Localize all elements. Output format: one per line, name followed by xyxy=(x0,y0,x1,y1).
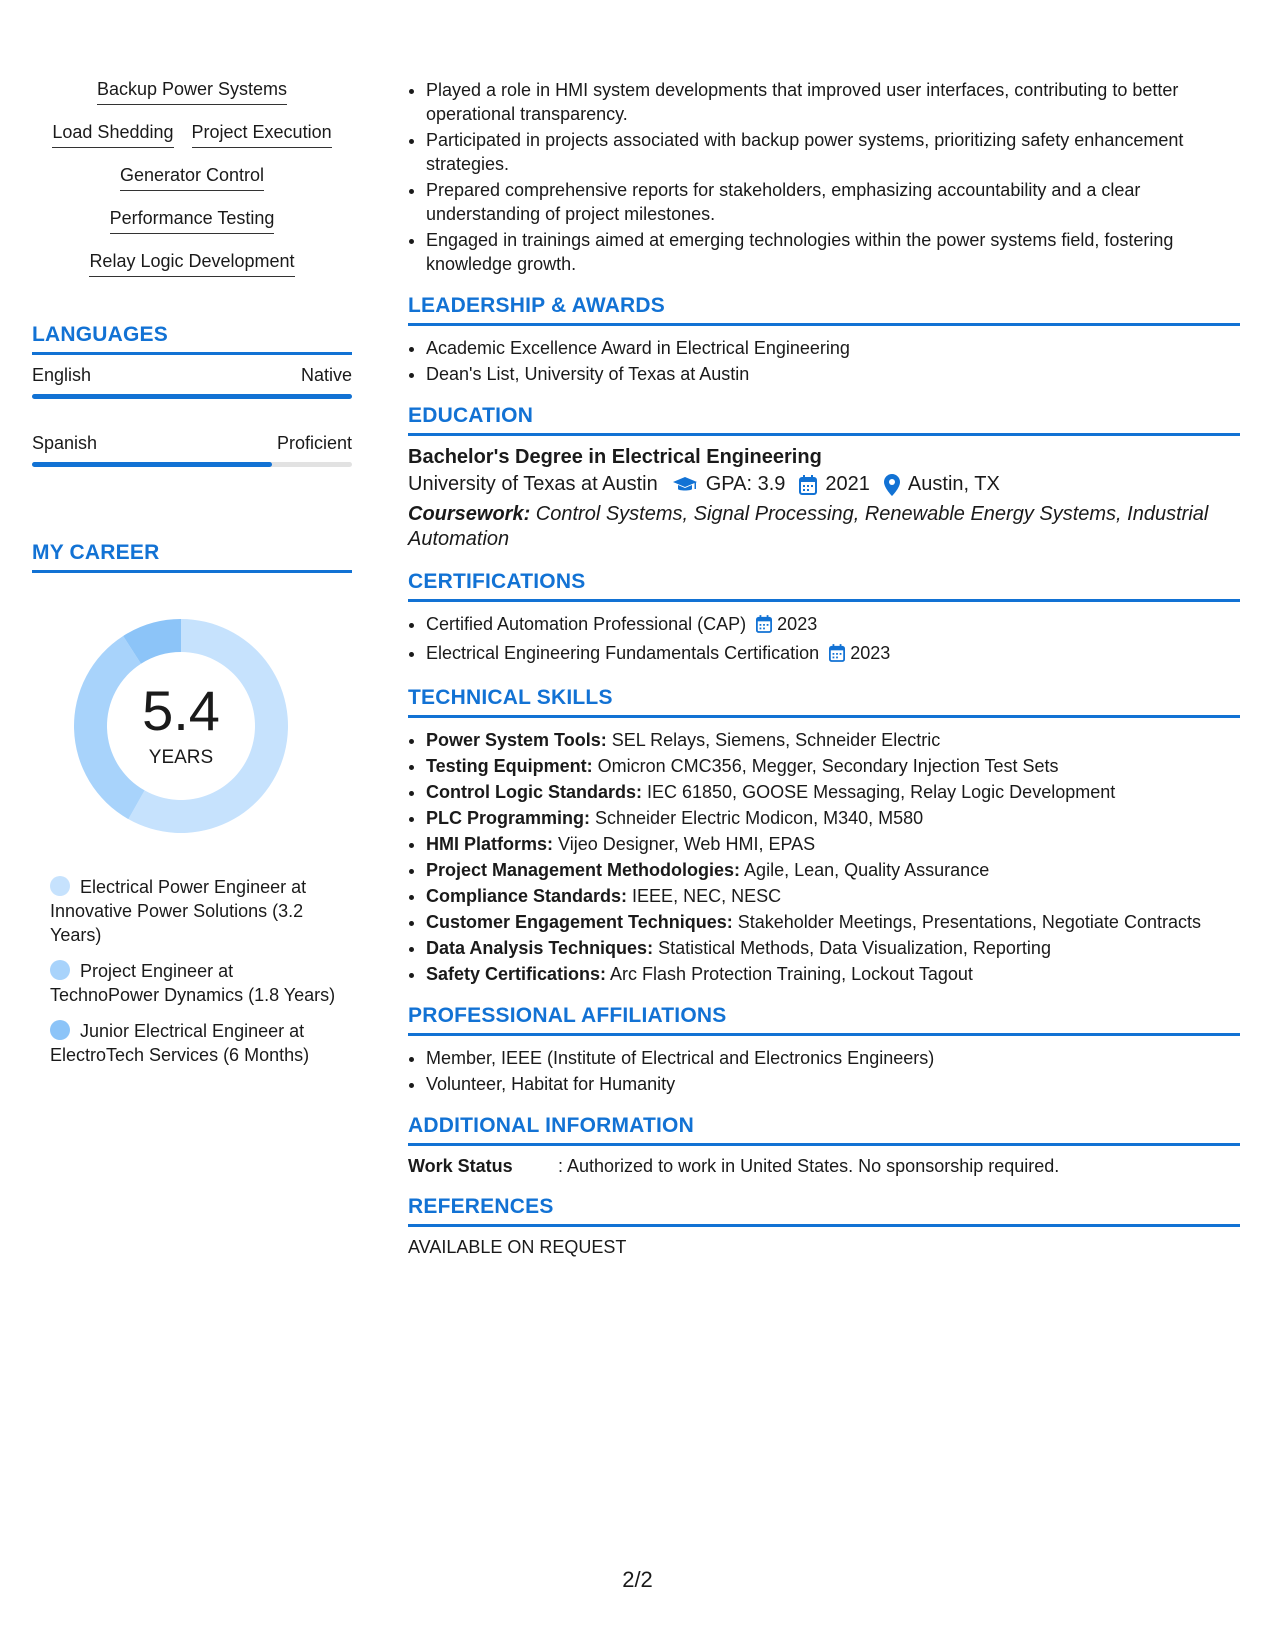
coursework-label: Coursework: xyxy=(408,503,531,525)
left-column xyxy=(32,78,352,1079)
certifications-section xyxy=(408,570,1240,668)
legend-label: Electrical Power Engineer at Innovative Power Solutions (3.2 Years) xyxy=(50,877,307,945)
career-donut-chart xyxy=(66,611,296,841)
calendar-icon xyxy=(756,615,772,639)
skill-label: Data Analysis Techniques: xyxy=(426,938,654,958)
list-item: • Participated in projects associated with backup power systems, prioritizing safety enhancement strategies. xyxy=(426,128,1240,176)
graduation-cap-icon xyxy=(672,473,698,496)
location-pin-icon xyxy=(884,473,900,496)
coursework-list: Control Systems, Signal Processing, Renewable Energy Systems, Industrial Automation xyxy=(408,503,1209,550)
skill-tag: Backup Power Systems xyxy=(97,78,287,105)
calendar-icon xyxy=(829,644,845,668)
skill-label: Testing Equipment: xyxy=(426,756,593,776)
list-item xyxy=(426,962,1240,986)
language-item xyxy=(32,365,352,399)
skill-label: Project Management Methodologies: xyxy=(426,860,741,880)
affiliations-section xyxy=(408,1004,1240,1096)
skill-tag: Project Execution xyxy=(192,121,332,148)
career-total: 5.4 xyxy=(142,679,220,742)
section-title-languages: LANGUAGES xyxy=(32,323,352,355)
list-item: • Volunteer, Habitat for Humanity xyxy=(426,1072,1240,1096)
list-item xyxy=(426,910,1240,934)
language-bar-fill xyxy=(32,462,272,467)
list-item: • Academic Excellence Award in Electrical Engineering xyxy=(426,336,1240,360)
legend-label: Project Engineer at TechnoPower Dynamics (1.8 Years) xyxy=(50,961,336,1005)
section-title-technical-skills: TECHNICAL SKILLS xyxy=(408,686,1240,718)
section-title-education: EDUCATION xyxy=(408,404,1240,436)
skill-value: Stakeholder Meetings, Presentations, Negotiate Contracts xyxy=(732,912,1201,932)
list-item xyxy=(426,936,1240,960)
list-item xyxy=(426,754,1240,778)
language-level: Native xyxy=(300,365,352,385)
language-name: English xyxy=(32,365,92,385)
section-title-additional-info: ADDITIONAL INFORMATION xyxy=(408,1114,1240,1146)
experience-bullets xyxy=(408,78,1240,276)
skill-label: Power System Tools: xyxy=(426,730,607,750)
coursework xyxy=(408,502,1240,552)
language-name: Spanish xyxy=(32,433,98,453)
skill-value: Vijeo Designer, Web HMI, EPAS xyxy=(553,834,816,854)
degree: Bachelor's Degree in Electrical Engineering xyxy=(408,446,822,468)
section-title-career: MY CAREER xyxy=(32,541,352,573)
skill-label: Customer Engagement Techniques: xyxy=(426,912,733,932)
list-item: • Engaged in trainings aimed at emerging technologies within the power systems field, fostering knowledge growth. xyxy=(426,228,1240,276)
legend-item xyxy=(50,959,340,1007)
language-bar-fill xyxy=(32,394,352,399)
awards-section xyxy=(408,294,1240,386)
skill-label: HMI Platforms: xyxy=(426,834,554,854)
list-item xyxy=(426,884,1240,908)
certification-name: Certified Automation Professional (CAP) xyxy=(426,614,747,634)
additional-info-section xyxy=(408,1114,1240,1177)
skill-label: Compliance Standards: xyxy=(426,886,628,906)
skill-value: SEL Relays, Siemens, Schneider Electric xyxy=(606,730,941,750)
language-bar xyxy=(32,462,352,467)
skill-value: IEEE, NEC, NESC xyxy=(627,886,782,906)
legend-item xyxy=(50,875,340,947)
list-item xyxy=(426,832,1240,856)
list-item: • Dean's List, University of Texas at Austin xyxy=(426,362,1240,386)
calendar-icon xyxy=(799,473,817,496)
section-title-affiliations: PROFESSIONAL AFFILIATIONS xyxy=(408,1004,1240,1036)
work-status-label: Work Status xyxy=(408,1156,513,1176)
right-column xyxy=(408,78,1240,1276)
list-item xyxy=(426,806,1240,830)
legend-dot xyxy=(50,960,70,980)
list-item: • Played a role in HMI system developments that improved user interfaces, contributing to better operational transparency. xyxy=(426,78,1240,126)
page-number: 2/2 xyxy=(622,1567,653,1592)
skill-value: Statistical Methods, Data Visualization, Reporting xyxy=(653,938,1051,958)
language-level: Proficient xyxy=(276,433,352,453)
list-item xyxy=(426,728,1240,752)
references-text: AVAILABLE ON REQUEST xyxy=(408,1237,627,1257)
skill-value: IEC 61850, GOOSE Messaging, Relay Logic Development xyxy=(642,782,1116,802)
career-section xyxy=(32,541,352,1067)
school-name: University of Texas at Austin xyxy=(408,473,658,495)
list-item: • Member, IEEE (Institute of Electrical and Electronics Engineers) xyxy=(426,1046,1240,1070)
skill-value: Schneider Electric Modicon, M340, M580 xyxy=(590,808,924,828)
legend-item xyxy=(50,1019,340,1067)
language-item xyxy=(32,433,352,467)
section-title-references: REFERENCES xyxy=(408,1195,1240,1227)
school-location: Austin, TX xyxy=(907,473,1000,495)
list-item xyxy=(426,641,1240,668)
list-item xyxy=(426,858,1240,882)
skills-tags xyxy=(32,78,352,277)
legend-dot xyxy=(50,876,70,896)
certification-year: 2023 xyxy=(850,643,891,663)
work-status-value: : Authorized to work in United States. No sponsorship required. xyxy=(558,1156,1060,1176)
legend-label: Junior Electrical Engineer at ElectroTech Services (6 Months) xyxy=(50,1021,310,1065)
skill-label: Safety Certifications: xyxy=(426,964,607,984)
skill-value: Arc Flash Protection Training, Lockout Tagout xyxy=(606,964,973,984)
skill-label: Control Logic Standards: xyxy=(426,782,642,802)
list-item xyxy=(426,780,1240,804)
career-unit: YEARS xyxy=(148,747,214,768)
skill-tag: Relay Logic Development xyxy=(89,250,294,277)
certification-name: Electrical Engineering Fundamentals Certification xyxy=(426,643,820,663)
section-title-certifications: CERTIFICATIONS xyxy=(408,570,1240,602)
legend-dot xyxy=(50,1020,70,1040)
languages-section xyxy=(32,323,352,467)
skill-label: PLC Programming: xyxy=(426,808,591,828)
education-section xyxy=(408,404,1240,552)
skill-tag: Performance Testing xyxy=(110,207,275,234)
skill-value: Omicron CMC356, Megger, Secondary Injection Test Sets xyxy=(592,756,1059,776)
skill-tag: Load Shedding xyxy=(52,121,173,148)
graduation-year: 2021 xyxy=(825,473,870,495)
skill-tag: Generator Control xyxy=(120,164,264,191)
list-item: • Prepared comprehensive reports for stakeholders, emphasizing accountability and a clear understanding of project milestones. xyxy=(426,178,1240,226)
skill-value: Agile, Lean, Quality Assurance xyxy=(740,860,990,880)
language-bar xyxy=(32,394,352,399)
gpa: GPA: 3.9 xyxy=(705,473,786,495)
list-item xyxy=(426,612,1240,639)
certification-year: 2023 xyxy=(777,614,818,634)
section-title-awards: LEADERSHIP & AWARDS xyxy=(408,294,1240,326)
technical-skills-section xyxy=(408,686,1240,986)
career-legend xyxy=(50,875,340,1067)
references-section xyxy=(408,1195,1240,1258)
